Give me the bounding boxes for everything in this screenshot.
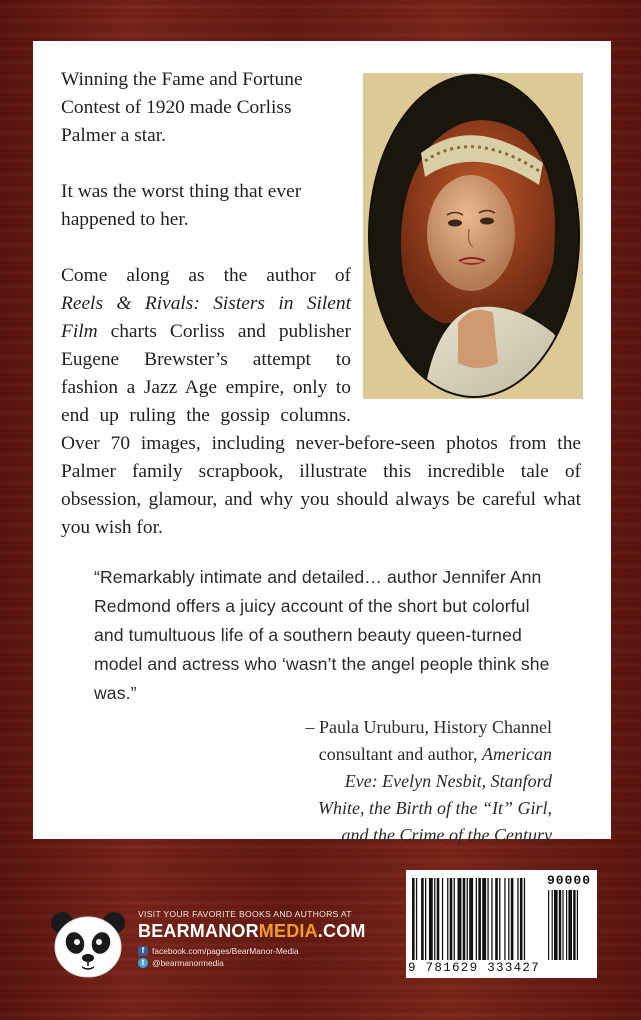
barcode-bar [442, 878, 443, 960]
barcode-bar [517, 878, 518, 960]
barcode-addon-bar [552, 890, 553, 960]
barcode-bar [508, 878, 509, 960]
isbn-barcode [406, 870, 597, 978]
blurb-text [61, 66, 589, 570]
review-attribution [300, 714, 552, 849]
barcode-bar [511, 878, 514, 960]
barcode-bar [499, 878, 500, 960]
isbn-number: 9 781629 333427 [408, 961, 541, 975]
facebook-url: facebook.com/pages/BearManor-Media [152, 946, 299, 956]
blurb-line-rest: charts Corliss and publisher [97, 321, 351, 342]
blurb-paragraph-3-continued: Over 70 images, including never-before-seen photos from the Palmer family scrapbook, illustrate this incredible tale of obsession, glamour, and why you should always be careful what you wish for. [61, 433, 581, 538]
barcode-bar [429, 878, 433, 960]
barcode-addon-bar [566, 890, 567, 960]
promo-visit-line: VISIT YOUR FAVORITE BOOKS AND AUTHORS AT [138, 909, 352, 919]
price-code: 90000 [546, 873, 591, 888]
twitter-icon: t [138, 958, 148, 968]
book-title-italic: Reels & Rivals: Sisters in Silent [61, 293, 351, 314]
site-part-com: .COM [317, 921, 366, 941]
barcode-bar [450, 878, 453, 960]
site-part-bear: BEARMANOR [138, 921, 259, 941]
facebook-icon: f [138, 946, 148, 956]
barcode-addon-bar [548, 890, 549, 960]
barcode-addon-bar [577, 890, 578, 960]
barcode-bar [476, 878, 477, 960]
barcode-bar [421, 878, 424, 960]
publisher-promo [138, 909, 388, 968]
blurb-paragraph-2: It was the worst thing that ever happened to her. [61, 181, 302, 230]
blurb-line: fashion a Jazz Age empire, only to [61, 377, 351, 398]
barcode-bar [491, 878, 492, 960]
twitter-link[interactable] [138, 958, 388, 968]
barcode-addon-bar [573, 890, 575, 960]
barcode-bar [467, 878, 468, 960]
barcode-bar [520, 878, 523, 960]
blurb-line [61, 318, 351, 346]
barcode-bar [412, 878, 415, 960]
barcode-bar [469, 878, 473, 960]
barcode-bar [437, 878, 440, 960]
barcode-bar [495, 878, 498, 960]
barcode-bar [425, 878, 426, 960]
review-quote: “Remarkably intimate and detailed… author Jennifer Ann Redmond offers a juicy account of the short but colorful and tumultuous life of a southern beauty queen-turned model and actress who ‘wasn’t the angel people think she was.” [94, 567, 550, 703]
barcode-bar [524, 878, 525, 960]
barcode-addon-bar [559, 890, 561, 960]
blurb-line: end up ruling the gossip columns. [61, 405, 351, 426]
publisher-website-link[interactable] [138, 921, 388, 942]
barcode-addon-bar [562, 890, 563, 960]
blurb-paragraph-3 [61, 262, 351, 430]
book-title-italic: Film [61, 321, 98, 342]
barcode-bar [482, 878, 486, 960]
barcode-bar [504, 878, 505, 960]
barcode-addon-bar [568, 890, 572, 960]
barcode-bar [447, 878, 448, 960]
barcode-addon-bar [554, 890, 558, 960]
barcode-bar [416, 878, 417, 960]
barcode-bar [463, 878, 466, 960]
twitter-handle: @bearmanormedia [152, 958, 224, 968]
blurb-line: Eugene Brewster’s attempt to [61, 349, 351, 370]
barcode-bar [478, 878, 481, 960]
barcode-bar [487, 878, 488, 960]
barcode-bar [434, 878, 435, 960]
attribution-book-title: American Eve: Evelyn Nesbit, Stanford White, the Birth of the “It” Girl, and the Crime of the Century [318, 744, 552, 845]
barcode-bar [454, 878, 455, 960]
attribution-author: – Paula Uruburu, History Channel consultant and author, [305, 717, 552, 764]
barcode-bar [458, 878, 462, 960]
blurb-paragraph-1: Winning the Fame and Fortune Contest of 1920 made Corliss Palmer a star. [61, 69, 303, 146]
blurb-line: Come along as the author of [61, 265, 351, 286]
bearmanor-panda-logo [44, 907, 132, 979]
site-part-media: MEDIA [258, 921, 318, 941]
facebook-link[interactable] [138, 946, 388, 956]
